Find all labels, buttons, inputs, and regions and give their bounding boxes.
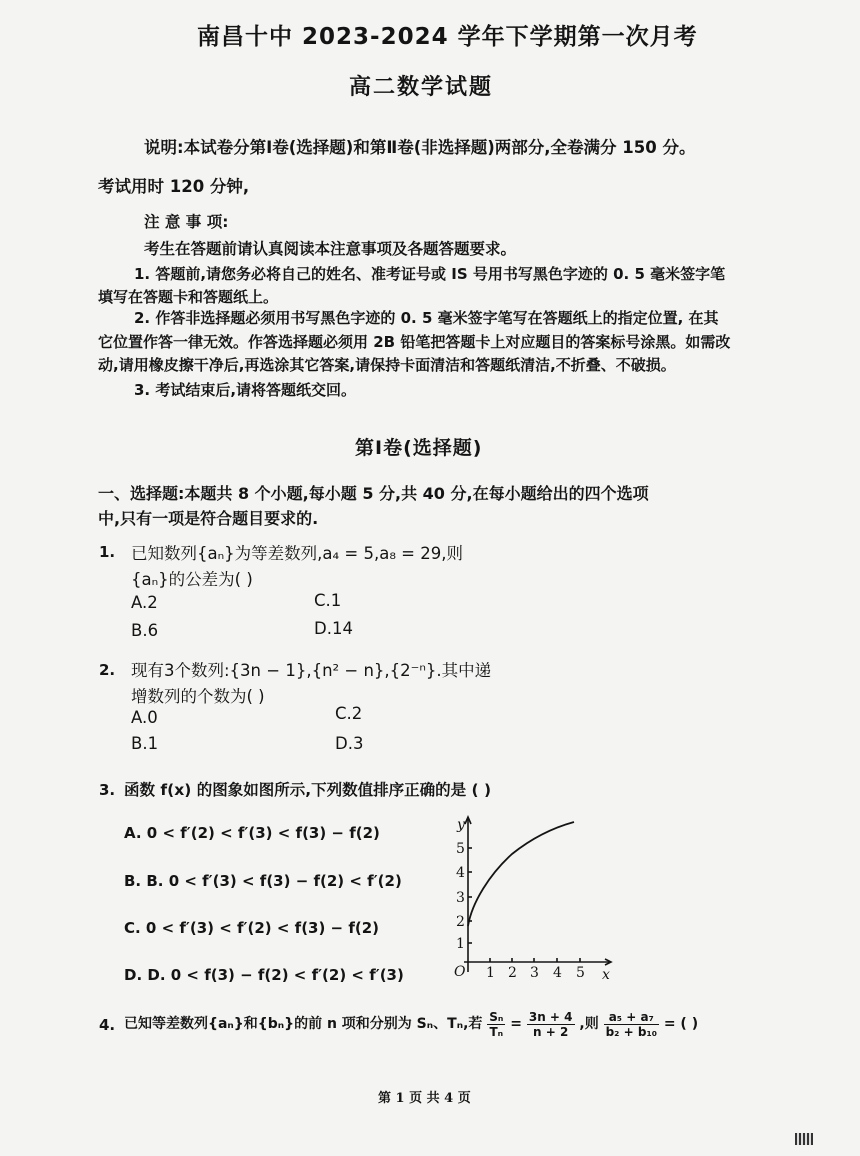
q4-fraction-denominator: n + 2	[533, 1024, 569, 1039]
q2-option-b: B.1	[131, 734, 159, 753]
origin-label: O	[454, 964, 466, 980]
q1-stem-line-2: {aₙ}的公差为( )	[131, 570, 253, 589]
section-instruction-a: 一、选择题:本题共 8 个小题,每小题 5 分,共 40 分,在每小题给出的四个选项	[98, 484, 649, 503]
q1-option-c: C.1	[314, 591, 342, 610]
q4-equals: =	[510, 1016, 522, 1032]
q4-fraction-denominator: Tₙ	[489, 1024, 504, 1039]
x-axis-label: x	[602, 967, 610, 982]
q2-option-c: C.2	[335, 704, 363, 723]
intro-line-1: 说明:本试卷分第Ⅰ卷(选择题)和第Ⅱ卷(非选择题)两部分,全卷满分 150 分。	[144, 138, 696, 157]
q3-option-b: B. B. 0 < f′(3) < f(3) − f(2) < f′(2)	[124, 872, 402, 890]
function-curve	[468, 822, 574, 926]
q3-option-c: C. 0 < f′(3) < f′(2) < f(3) − f(2)	[124, 919, 380, 937]
q4-stem	[124, 1002, 698, 1046]
q3-stem: 函数 f(x) 的图象如图所示,下列数值排序正确的是 ( )	[124, 781, 492, 799]
y-tick-label: 2	[456, 914, 465, 930]
notice-item-2b: 它位置作答一律无效。作答选择题必须用 2B 铅笔把答题卡上对应题目的答案标号涂黑。如需改	[98, 333, 731, 351]
x-tick-label: 1	[486, 965, 495, 981]
notice-item-2a: 2. 作答非选择题必须用书写黑色字迹的 0. 5 毫米签字笔写在答题纸上的指定位置, 在其	[134, 309, 719, 327]
q2-option-d: D.3	[335, 734, 364, 753]
y-axis-label: y	[457, 817, 465, 833]
section-instruction-b: 中,只有一项是符合题目要求的.	[98, 509, 319, 528]
notice-item-3: 3. 考试结束后,请将答题纸交回。	[134, 381, 357, 399]
q4-fraction-ratio	[527, 1010, 575, 1039]
notice-item-2c: 动,请用橡皮擦干净后,再选涂其它答案,请保持卡面清洁和答题纸清洁,不折叠、不破损。	[98, 356, 676, 374]
q4-mid-text: ,则	[579, 1016, 599, 1032]
q1-option-a: A.2	[131, 593, 158, 612]
q2-option-a: A.0	[131, 708, 158, 727]
q4-stem-text: 已知等差数列{aₙ}和{bₙ}的前 n 项和分别为 Sₙ、Tₙ,若	[124, 1016, 483, 1032]
x-tick-label: 2	[508, 965, 517, 981]
q4-number: 4.	[99, 1016, 116, 1034]
q4-fraction-target	[604, 1010, 659, 1039]
q1-number: 1.	[99, 543, 116, 561]
scanner-qr-mark	[795, 1133, 813, 1145]
q2-stem-line-1: 现有3个数列:{3n − 1},{n² − n},{2⁻ⁿ}.其中递	[131, 661, 492, 680]
q1-option-d: D.14	[314, 619, 353, 638]
function-graph	[450, 812, 620, 982]
q1-option-b: B.6	[131, 621, 159, 640]
y-tick-label: 1	[456, 936, 465, 952]
q3-option-a: A. 0 < f′(2) < f′(3) < f(3) − f(2)	[124, 824, 380, 842]
x-tick-label: 5	[576, 965, 585, 981]
notice-lead: 考生在答题前请认真阅读本注意事项及各题答题要求。	[144, 240, 517, 258]
notice-heading: 注 意 事 项:	[144, 213, 229, 231]
page-footer: 第 1 页 共 4 页	[378, 1091, 471, 1106]
q4-tail-text: = ( )	[663, 1016, 699, 1032]
x-tick-label: 3	[530, 965, 539, 981]
q3-option-d: D. D. 0 < f(3) − f(2) < f′(2) < f′(3)	[124, 966, 404, 984]
x-tick-label: 4	[553, 965, 562, 981]
intro-line-2: 考试用时 120 分钟,	[98, 177, 250, 196]
q2-number: 2.	[99, 661, 116, 679]
notice-item-1b: 填写在答题卡和答题纸上。	[98, 288, 279, 306]
y-tick-label: 4	[456, 865, 465, 881]
q1-stem-line-1: 已知数列{aₙ}为等差数列,a₄ = 5,a₈ = 29,则	[131, 544, 463, 563]
exam-subtitle: 高二数学试题	[349, 75, 494, 100]
y-tick-label: 3	[456, 890, 465, 906]
q4-fraction-numerator: 3n + 4	[528, 1009, 573, 1024]
q4-fraction-denominator: b₂ + b₁₀	[605, 1024, 657, 1039]
notice-item-1a: 1. 答题前,请您务必将自己的姓名、准考证号或 IS 号用书写黑色字迹的 0. 5 毫米签字笔	[134, 265, 726, 283]
q4-fraction-numerator: a₅ + a₇	[604, 1010, 659, 1025]
q3-number: 3.	[99, 781, 116, 799]
section-heading: 第Ⅰ卷(选择题)	[355, 437, 483, 459]
q4-fraction-s-t	[487, 1010, 505, 1039]
q4-fraction-numerator: Sₙ	[489, 1009, 504, 1024]
q2-stem-line-2: 增数列的个数为( )	[131, 687, 265, 706]
y-tick-label: 5	[456, 841, 465, 857]
exam-title: 南昌十中 2023-2024 学年下学期第一次月考	[197, 24, 698, 50]
